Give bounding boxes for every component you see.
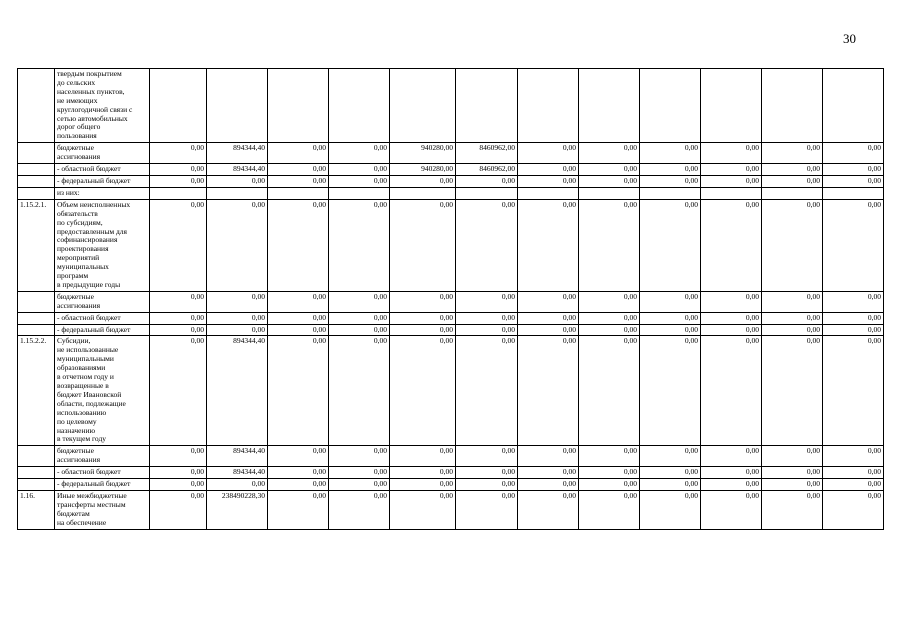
value-cell: 0,00	[456, 467, 518, 479]
value-cell: 0,00	[456, 199, 518, 291]
value-cell: 0,00	[150, 199, 207, 291]
value-cell: 0,00	[762, 446, 823, 467]
row-label-line: - областной бюджет	[57, 164, 121, 174]
row-label	[55, 446, 150, 467]
value-cell: 0,00	[268, 324, 329, 336]
row-label-line: обязательств	[57, 208, 98, 218]
value-cell	[579, 69, 640, 143]
row-label	[55, 143, 150, 164]
row-label-line: круглогодичной связи с	[57, 104, 133, 114]
budget-table	[17, 68, 884, 530]
value-cell: 0,00	[329, 324, 390, 336]
value-cell: 0,00	[762, 467, 823, 479]
row-label-line: бюджетные	[57, 291, 94, 301]
value-cell: 0,00	[640, 291, 701, 312]
value-cell: 0,00	[762, 490, 823, 529]
value-cell: 0,00	[150, 164, 207, 176]
table-row	[18, 312, 884, 324]
table-row	[18, 69, 884, 143]
value-cell	[150, 69, 207, 143]
table-row	[18, 446, 884, 467]
value-cell: 0,00	[207, 324, 268, 336]
value-cell	[268, 187, 329, 199]
row-label-line: Субсидии,	[57, 336, 91, 346]
row-label-line: бюджетные	[57, 143, 94, 153]
value-cell	[207, 187, 268, 199]
value-cell: 0,00	[640, 324, 701, 336]
value-cell: 0,00	[579, 490, 640, 529]
row-number	[18, 187, 55, 199]
value-cell: 0,00	[518, 446, 579, 467]
value-cell: 0,00	[518, 490, 579, 529]
value-cell: 0,00	[518, 336, 579, 446]
value-cell: 0,00	[268, 291, 329, 312]
value-cell: 0,00	[701, 479, 762, 491]
value-cell: 0,00	[579, 446, 640, 467]
value-cell: 0,00	[579, 143, 640, 164]
value-cell: 0,00	[268, 446, 329, 467]
table-row	[18, 175, 884, 187]
value-cell: 0,00	[207, 479, 268, 491]
value-cell: 0,00	[823, 446, 884, 467]
value-cell: 0,00	[150, 336, 207, 446]
value-cell: 0,00	[390, 324, 456, 336]
row-label	[55, 324, 150, 336]
value-cell: 0,00	[701, 467, 762, 479]
value-cell: 0,00	[640, 336, 701, 446]
value-cell: 0,00	[579, 479, 640, 491]
page-number: 30	[843, 31, 856, 46]
row-label-line: - федеральный бюджет	[57, 324, 131, 334]
row-label-line: трансферты местным	[57, 499, 126, 509]
value-cell: 0,00	[329, 467, 390, 479]
row-label-line: по целевому	[57, 416, 97, 426]
value-cell: 0,00	[207, 312, 268, 324]
value-cell: 0,00	[701, 446, 762, 467]
value-cell: 0,00	[329, 143, 390, 164]
value-cell	[762, 187, 823, 199]
row-label-line: из них:	[57, 187, 80, 197]
value-cell: 0,00	[456, 324, 518, 336]
value-cell: 0,00	[518, 175, 579, 187]
value-cell: 0,00	[579, 199, 640, 291]
value-cell: 0,00	[268, 479, 329, 491]
value-cell: 0,00	[823, 312, 884, 324]
value-cell: 894344,40	[207, 143, 268, 164]
value-cell	[390, 187, 456, 199]
row-label-line: твердым покрытием	[57, 69, 122, 78]
table-row	[18, 490, 884, 529]
value-cell: 0,00	[579, 467, 640, 479]
row-number	[18, 467, 55, 479]
value-cell: 0,00	[518, 143, 579, 164]
row-number	[18, 479, 55, 491]
value-cell: 0,00	[701, 324, 762, 336]
table-row	[18, 187, 884, 199]
value-cell: 0,00	[150, 490, 207, 529]
row-label-line: дорог общего	[57, 122, 101, 132]
row-label-line: образованиями	[57, 363, 106, 373]
row-label-line: мероприятий	[57, 253, 100, 263]
row-label-line: в текущем году	[57, 434, 107, 444]
value-cell	[640, 187, 701, 199]
value-cell: 940280,00	[390, 164, 456, 176]
row-label-line: населенных пунктов,	[57, 86, 125, 96]
value-cell	[268, 69, 329, 143]
value-cell: 0,00	[762, 312, 823, 324]
value-cell: 0,00	[823, 324, 884, 336]
value-cell: 894344,40	[207, 336, 268, 446]
value-cell: 0,00	[390, 291, 456, 312]
row-label	[55, 479, 150, 491]
value-cell: 0,00	[701, 199, 762, 291]
value-cell: 0,00	[207, 199, 268, 291]
value-cell: 0,00	[268, 336, 329, 446]
value-cell	[823, 187, 884, 199]
value-cell: 0,00	[823, 175, 884, 187]
table-row	[18, 199, 884, 291]
value-cell: 0,00	[823, 479, 884, 491]
row-label-line: - федеральный бюджет	[57, 479, 131, 489]
value-cell: 0,00	[329, 446, 390, 467]
value-cell: 0,00	[329, 175, 390, 187]
value-cell: 0,00	[150, 175, 207, 187]
value-cell: 0,00	[762, 336, 823, 446]
value-cell	[329, 187, 390, 199]
row-label	[55, 164, 150, 176]
value-cell: 0,00	[390, 490, 456, 529]
value-cell: 0,00	[268, 312, 329, 324]
row-label-line: пользования	[57, 131, 97, 141]
value-cell: 0,00	[640, 199, 701, 291]
value-cell: 0,00	[150, 291, 207, 312]
value-cell	[762, 69, 823, 143]
value-cell: 0,00	[823, 336, 884, 446]
row-label-line: до сельских	[57, 77, 96, 87]
value-cell: 0,00	[823, 490, 884, 529]
value-cell	[329, 69, 390, 143]
table-row	[18, 479, 884, 491]
value-cell: 0,00	[518, 164, 579, 176]
row-label-line: программ	[57, 271, 89, 281]
value-cell: 894344,40	[207, 446, 268, 467]
row-number	[18, 291, 55, 312]
value-cell: 8460962,00	[456, 164, 518, 176]
row-label-line: предоставленным для	[57, 226, 127, 236]
value-cell: 0,00	[456, 479, 518, 491]
value-cell: 0,00	[456, 336, 518, 446]
value-cell: 0,00	[579, 324, 640, 336]
value-cell: 0,00	[329, 336, 390, 446]
value-cell	[518, 69, 579, 143]
value-cell: 0,00	[329, 199, 390, 291]
table-row	[18, 291, 884, 312]
value-cell: 0,00	[762, 479, 823, 491]
value-cell	[150, 187, 207, 199]
value-cell: 0,00	[329, 479, 390, 491]
value-cell: 0,00	[150, 446, 207, 467]
row-label-line: - областной бюджет	[57, 312, 121, 322]
row-label-line: на обеспечение	[57, 517, 107, 527]
value-cell: 0,00	[518, 467, 579, 479]
value-cell: 0,00	[268, 467, 329, 479]
value-cell: 0,00	[701, 291, 762, 312]
value-cell	[701, 187, 762, 199]
row-label-line: использованию	[57, 407, 107, 417]
row-label-line: муниципальными	[57, 354, 114, 364]
row-label-line: не имеющих	[57, 95, 98, 105]
value-cell: 0,00	[518, 199, 579, 291]
row-label-line: проектирования	[57, 244, 109, 254]
value-cell: 0,00	[701, 164, 762, 176]
row-label	[55, 467, 150, 479]
value-cell: 0,00	[701, 336, 762, 446]
value-cell: 0,00	[640, 490, 701, 529]
value-cell: 0,00	[268, 490, 329, 529]
row-label-line: ассигнования	[57, 455, 101, 465]
value-cell	[456, 187, 518, 199]
row-label	[55, 69, 150, 143]
value-cell: 894344,40	[207, 467, 268, 479]
value-cell: 0,00	[640, 446, 701, 467]
row-label-line: - областной бюджет	[57, 467, 121, 477]
row-label-line: бюджет Ивановской	[57, 389, 122, 399]
row-label-line: бюджетам	[57, 508, 90, 518]
value-cell: 0,00	[640, 467, 701, 479]
row-number: 1.16.	[18, 490, 55, 529]
row-label	[55, 187, 150, 199]
value-cell: 0,00	[456, 490, 518, 529]
table-row	[18, 467, 884, 479]
row-label-line: - федеральный бюджет	[57, 175, 131, 185]
row-label	[55, 336, 150, 446]
row-number	[18, 143, 55, 164]
row-label	[55, 490, 150, 529]
row-number	[18, 324, 55, 336]
row-label-line: софинансирования	[57, 235, 118, 245]
row-number	[18, 312, 55, 324]
value-cell: 0,00	[640, 175, 701, 187]
row-label-line: назначению	[57, 425, 96, 435]
row-number	[18, 164, 55, 176]
value-cell: 0,00	[762, 199, 823, 291]
value-cell: 0,00	[268, 143, 329, 164]
value-cell: 0,00	[701, 143, 762, 164]
value-cell: 0,00	[207, 175, 268, 187]
value-cell: 0,00	[579, 291, 640, 312]
value-cell: 0,00	[390, 312, 456, 324]
value-cell: 0,00	[823, 143, 884, 164]
value-cell: 0,00	[150, 479, 207, 491]
value-cell: 0,00	[762, 175, 823, 187]
value-cell: 0,00	[701, 312, 762, 324]
value-cell: 0,00	[150, 467, 207, 479]
table-row	[18, 143, 884, 164]
value-cell: 940280,00	[390, 143, 456, 164]
value-cell: 0,00	[150, 324, 207, 336]
value-cell: 0,00	[150, 143, 207, 164]
value-cell: 0,00	[579, 312, 640, 324]
value-cell: 0,00	[207, 291, 268, 312]
value-cell: 0,00	[579, 164, 640, 176]
value-cell: 0,00	[518, 291, 579, 312]
row-label-line: в предыдущие годы	[57, 279, 121, 289]
row-label	[55, 175, 150, 187]
value-cell: 0,00	[390, 446, 456, 467]
row-label	[55, 291, 150, 312]
value-cell: 0,00	[762, 143, 823, 164]
row-label-line: области, подлежащие	[57, 398, 126, 408]
row-number	[18, 446, 55, 467]
row-label	[55, 312, 150, 324]
value-cell: 0,00	[823, 199, 884, 291]
value-cell: 238490228,30	[207, 490, 268, 529]
value-cell: 0,00	[390, 199, 456, 291]
value-cell	[579, 187, 640, 199]
value-cell: 0,00	[579, 175, 640, 187]
value-cell: 0,00	[518, 312, 579, 324]
value-cell: 0,00	[640, 479, 701, 491]
value-cell: 0,00	[329, 291, 390, 312]
row-label-line: не использованные	[57, 345, 119, 355]
table-row	[18, 164, 884, 176]
value-cell: 0,00	[329, 490, 390, 529]
value-cell: 0,00	[762, 324, 823, 336]
value-cell: 0,00	[823, 467, 884, 479]
value-cell: 0,00	[762, 291, 823, 312]
value-cell	[518, 187, 579, 199]
value-cell	[390, 69, 456, 143]
value-cell: 0,00	[390, 467, 456, 479]
value-cell: 0,00	[329, 164, 390, 176]
value-cell: 0,00	[823, 291, 884, 312]
value-cell: 0,00	[640, 164, 701, 176]
row-number: 1.15.2.2.	[18, 336, 55, 446]
value-cell	[701, 69, 762, 143]
value-cell: 0,00	[823, 164, 884, 176]
value-cell: 0,00	[640, 312, 701, 324]
table-row	[18, 336, 884, 446]
value-cell: 0,00	[579, 336, 640, 446]
row-number	[18, 175, 55, 187]
row-label-line: в отчетном году и	[57, 372, 114, 382]
value-cell	[823, 69, 884, 143]
value-cell: 0,00	[456, 312, 518, 324]
value-cell: 0,00	[456, 291, 518, 312]
value-cell: 0,00	[640, 143, 701, 164]
row-label-line: Объем неисполненных	[57, 199, 131, 209]
value-cell: 0,00	[329, 312, 390, 324]
row-number: 1.15.2.1.	[18, 199, 55, 291]
value-cell: 0,00	[268, 175, 329, 187]
table-row	[18, 324, 884, 336]
value-cell: 0,00	[518, 479, 579, 491]
row-label-line: муниципальных	[57, 262, 109, 272]
row-label-line: по субсидиям,	[57, 217, 103, 227]
value-cell: 0,00	[390, 336, 456, 446]
value-cell: 0,00	[518, 324, 579, 336]
value-cell: 0,00	[268, 199, 329, 291]
row-label-line: ассигнования	[57, 300, 101, 310]
row-label-line: ассигнования	[57, 152, 101, 162]
value-cell: 0,00	[701, 490, 762, 529]
value-cell: 0,00	[762, 164, 823, 176]
row-label-line: возвращенные в	[57, 381, 109, 390]
value-cell: 8460962,00	[456, 143, 518, 164]
value-cell: 0,00	[390, 479, 456, 491]
row-label-line: Иные межбюджетные	[57, 490, 127, 500]
value-cell: 0,00	[268, 164, 329, 176]
value-cell: 0,00	[150, 312, 207, 324]
value-cell: 894344,40	[207, 164, 268, 176]
row-label-line: бюджетные	[57, 446, 94, 456]
value-cell	[456, 69, 518, 143]
value-cell	[207, 69, 268, 143]
value-cell: 0,00	[701, 175, 762, 187]
row-number	[18, 69, 55, 143]
value-cell	[640, 69, 701, 143]
value-cell: 0,00	[390, 175, 456, 187]
value-cell: 0,00	[456, 446, 518, 467]
row-label-line: сетью автомобильных	[57, 113, 128, 123]
row-label	[55, 199, 150, 291]
value-cell: 0,00	[456, 175, 518, 187]
